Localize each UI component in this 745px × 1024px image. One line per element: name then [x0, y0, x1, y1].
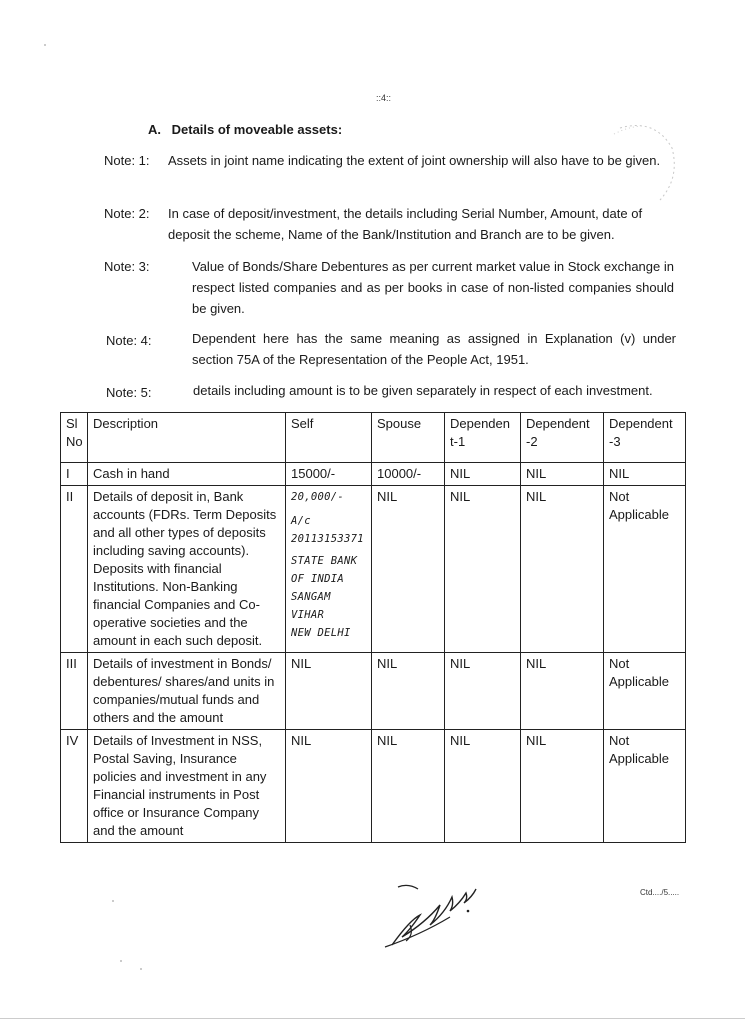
header-dependent-3: Dependent -3	[604, 413, 686, 463]
scan-speckle	[44, 44, 46, 46]
row-description: Details of deposit in, Bank accounts (FDRs. Term Deposits and all other types of deposits including saving accounts). Deposits with financial Institutions. Non-Banking financial Companies and Co-operative societies and the amount in each such deposit.	[88, 486, 286, 653]
handwritten-line: VIHAR	[291, 609, 325, 621]
row-dependent-1: NIL	[445, 730, 521, 843]
handwritten-line: OF INDIA	[291, 573, 344, 585]
row-description: Details of investment in Bonds/ debentures/ shares/and units in companies/mutual funds and others and the amount	[88, 653, 286, 730]
handwritten-line: STATE BANK	[291, 555, 358, 567]
page-number: ::4::	[376, 93, 392, 103]
handwritten-line: A/c	[291, 515, 311, 527]
scan-edge-line	[0, 1018, 745, 1019]
header-dependent-2: Dependent -2	[521, 413, 604, 463]
row-description: Details of Investment in NSS, Postal Saving, Insurance policies and investment in any Financial instruments in Post office or Insurance Company and the amount	[88, 730, 286, 843]
row-spouse: NIL	[372, 730, 445, 843]
table-row	[61, 486, 686, 653]
note-3-text: Value of Bonds/Share Debentures as per current market value in Stock exchange in respect listed companies and as per books in case of non-listed companies should be given.	[192, 259, 674, 316]
table-row	[61, 463, 686, 486]
row-dependent-2: NIL	[521, 730, 604, 843]
note-1-label: Note: 1:	[104, 153, 150, 168]
row-sl: II	[61, 486, 88, 653]
row-spouse: NIL	[372, 486, 445, 653]
note-4-label: Note: 4:	[106, 333, 152, 348]
row-dependent-1: NIL	[445, 463, 521, 486]
row-sl: III	[61, 653, 88, 730]
row-dependent-2: NIL	[521, 653, 604, 730]
continued-note: Ctd..../5.....	[640, 888, 680, 897]
header-spouse: Spouse	[372, 413, 445, 463]
row-dependent-2: NIL	[521, 463, 604, 486]
header-self: Self	[286, 413, 372, 463]
handwritten-line: NEW DELHI	[291, 627, 351, 639]
scan-speckle	[140, 968, 142, 970]
scan-speckle	[120, 960, 122, 962]
signature-mark	[380, 875, 490, 950]
header-sl-no: Sl No	[61, 413, 88, 463]
section-letter: A.	[148, 122, 161, 137]
table-row	[61, 730, 686, 843]
note-5-text: details including amount is to be given separately in respect of each investment.	[193, 383, 653, 398]
row-self: NIL	[286, 653, 372, 730]
row-dependent-2: NIL	[521, 486, 604, 653]
table-header-row	[61, 413, 686, 463]
table-row	[61, 653, 686, 730]
note-5-label: Note: 5:	[106, 385, 152, 400]
row-self: NIL	[286, 730, 372, 843]
handwritten-line: SANGAM	[291, 591, 331, 603]
section-heading	[148, 122, 342, 137]
row-dependent-1: NIL	[445, 486, 521, 653]
row-self: 15000/-	[286, 463, 372, 486]
note-1-text: Assets in joint name indicating the extent of joint ownership will also have to be given.	[168, 153, 661, 168]
row-dependent-1: NIL	[445, 653, 521, 730]
row-sl: IV	[61, 730, 88, 843]
row-dependent-3: NIL	[604, 463, 686, 486]
faint-stamp-mark	[600, 118, 680, 208]
handwritten-line: 20113153371	[291, 533, 364, 545]
note-2-label: Note: 2:	[104, 206, 150, 221]
row-sl: I	[61, 463, 88, 486]
note-4-text: Dependent here has the same meaning as assigned in Explanation (v) under section 75A of the Representation of the People Act, 1951.	[192, 331, 676, 367]
moveable-assets-table	[60, 412, 686, 843]
row-dependent-3: Not Applicable	[604, 653, 686, 730]
handwritten-line: 20,000/-	[291, 491, 344, 503]
row-dependent-3: Not Applicable	[604, 486, 686, 653]
header-description: Description	[88, 413, 286, 463]
note-2-text: In case of deposit/investment, the details including Serial Number, Amount, date of deposit the scheme, Name of the Bank/Institution and Branch are to be given.	[168, 206, 643, 242]
row-spouse: 10000/-	[372, 463, 445, 486]
row-dependent-3: Not Applicable	[604, 730, 686, 843]
row-spouse: NIL	[372, 653, 445, 730]
section-title: Details of moveable assets:	[171, 122, 343, 137]
row-description: Cash in hand	[88, 463, 286, 486]
note-3-label: Note: 3:	[104, 259, 150, 274]
scan-speckle	[112, 900, 114, 902]
row-self-handwritten	[286, 486, 372, 653]
header-dependent-1: Dependen t-1	[445, 413, 521, 463]
